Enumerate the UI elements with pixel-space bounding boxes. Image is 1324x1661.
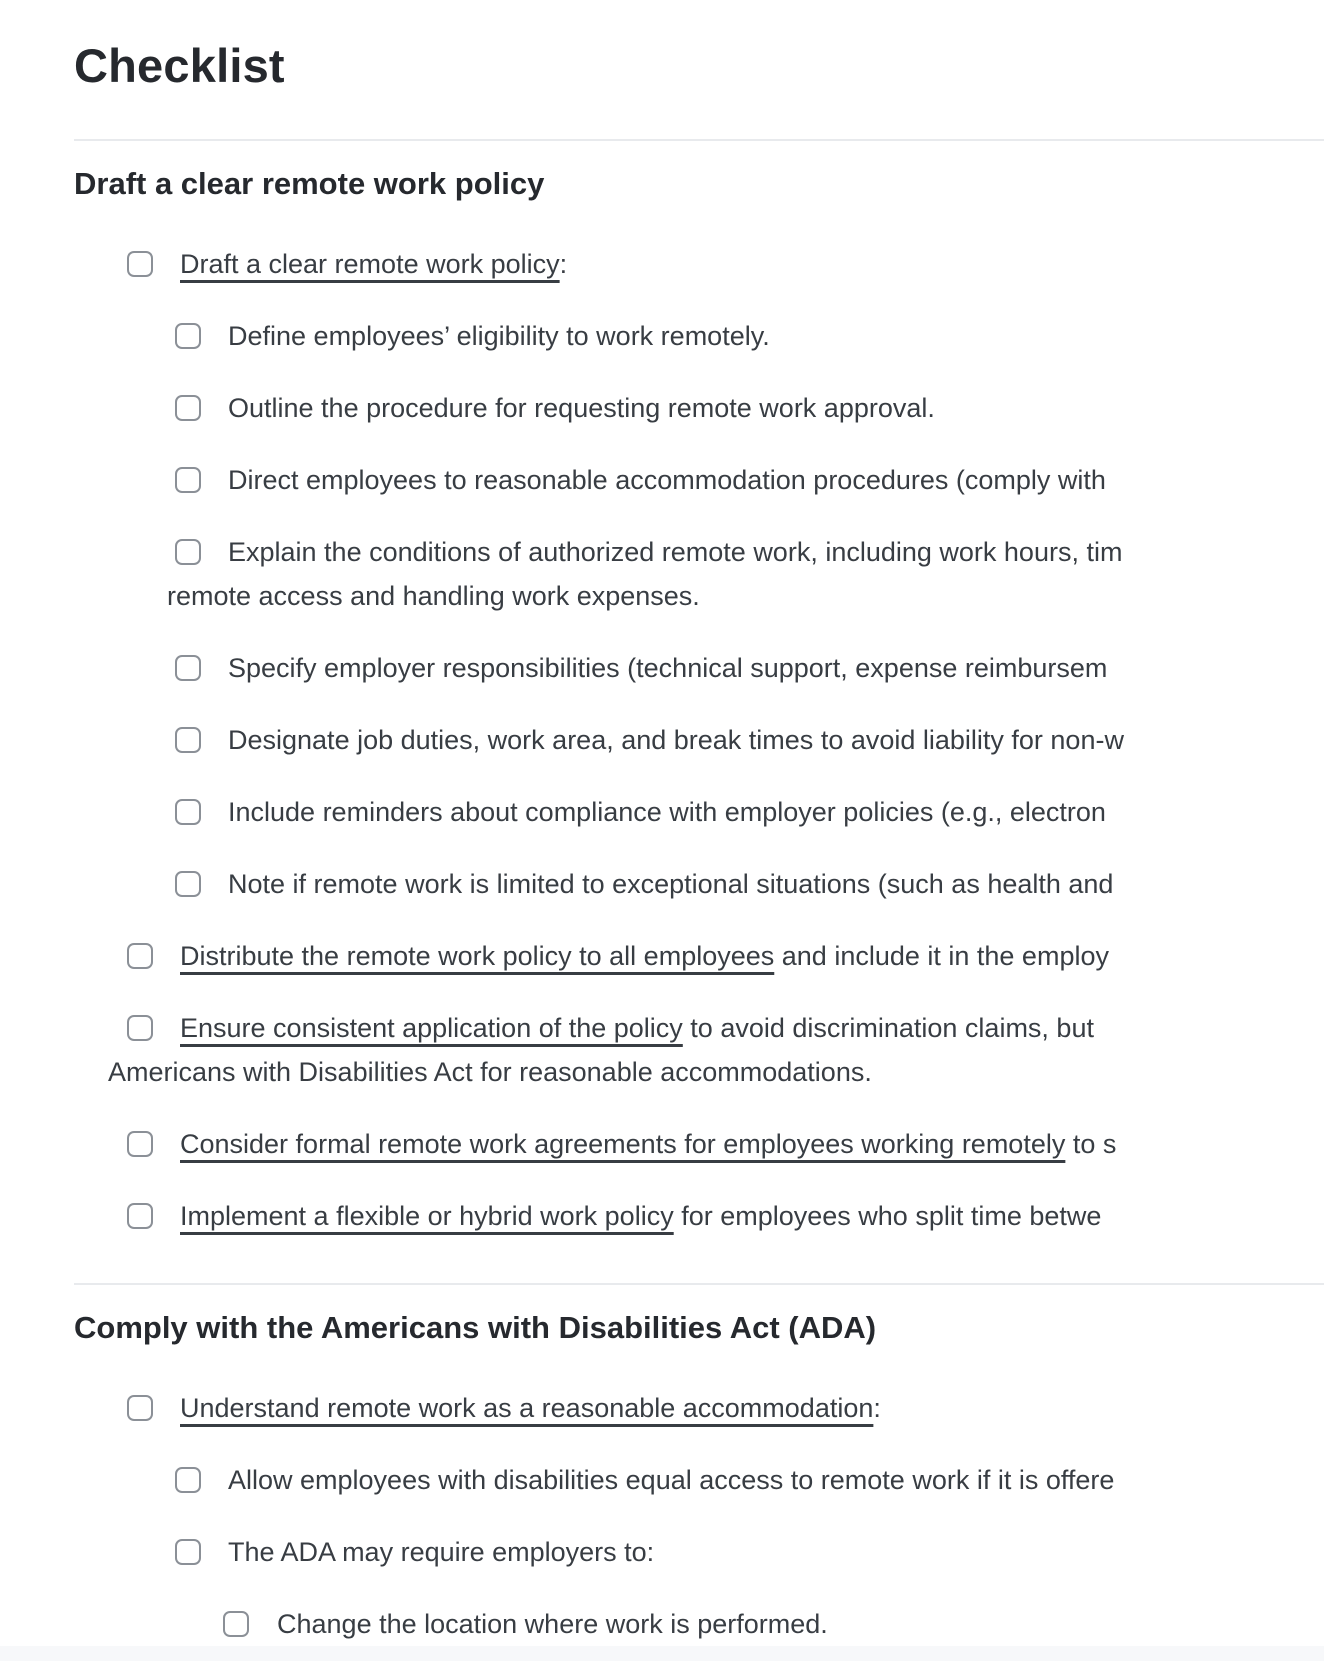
checklist-item (0, 1458, 1324, 1502)
checkbox[interactable] (223, 1611, 249, 1637)
checkbox[interactable] (175, 395, 201, 421)
checklist-content (0, 139, 1324, 1646)
checklist-item (0, 314, 1324, 358)
item-text: Designate job duties, work area, and break times to avoid liability for non-w (228, 725, 1124, 755)
item-line (0, 1602, 1324, 1646)
item-line (0, 790, 1324, 834)
item-text: for employees who split time betwe (673, 1201, 1102, 1231)
checkbox[interactable] (127, 251, 153, 277)
checklist-item (0, 1194, 1324, 1238)
item-text: Specify employer responsibilities (technical support, expense reimbursem (228, 653, 1108, 683)
checkbox[interactable] (127, 943, 153, 969)
checklist-item (0, 386, 1324, 430)
item-line (0, 242, 1324, 286)
checkbox[interactable] (127, 1203, 153, 1229)
item-line (0, 1122, 1324, 1166)
item-text: to avoid discrimination claims, but (682, 1013, 1094, 1043)
item-line (0, 1530, 1324, 1574)
item-text: Direct employees to reasonable accommodation procedures (comply with (228, 465, 1106, 495)
item-text: : (873, 1393, 881, 1423)
checklist-link[interactable]: Draft a clear remote work policy (180, 249, 560, 279)
checklist-item (0, 530, 1324, 618)
checkbox[interactable] (175, 323, 201, 349)
item-text-continuation: remote access and handling work expenses. (167, 581, 700, 611)
checkbox[interactable] (175, 1467, 201, 1493)
item-text-continuation: Americans with Disabilities Act for reasonable accommodations. (108, 1057, 872, 1087)
item-line (0, 458, 1324, 502)
item-line (0, 314, 1324, 358)
item-text: : (559, 249, 568, 279)
checklist-item (0, 718, 1324, 762)
item-line (0, 1006, 1324, 1050)
item-text: Define employees’ eligibility to work remotely. (228, 321, 770, 351)
item-text: Note if remote work is limited to exceptional situations (such as health and (228, 869, 1114, 899)
checkbox[interactable] (175, 1539, 201, 1565)
item-text: Outline the procedure for requesting remote work approval. (228, 393, 935, 423)
item-line (0, 862, 1324, 906)
checkbox[interactable] (175, 727, 201, 753)
item-line (0, 1458, 1324, 1502)
section-heading: Comply with the Americans with Disabilities Act (ADA) (74, 1310, 877, 1345)
item-line (0, 530, 1324, 574)
checklist-link[interactable]: Understand remote work as a reasonable accommodation (180, 1393, 874, 1423)
item-text: Allow employees with disabilities equal access to remote work if it is offere (228, 1465, 1115, 1495)
item-line (0, 934, 1324, 978)
page-bottom-band (0, 1646, 1324, 1661)
checklist-link[interactable]: Implement a flexible or hybrid work policy (180, 1201, 674, 1231)
checkbox[interactable] (175, 655, 201, 681)
checkbox[interactable] (127, 1015, 153, 1041)
checklist-item (0, 934, 1324, 978)
checklist-link[interactable]: Ensure consistent application of the policy (180, 1013, 683, 1043)
checklist-item (0, 458, 1324, 502)
item-text: Explain the conditions of authorized remote work, including work hours, tim (228, 537, 1123, 567)
checklist-item (0, 242, 1324, 286)
checkbox[interactable] (175, 799, 201, 825)
item-text: The ADA may require employers to: (228, 1537, 655, 1567)
checklist-item (0, 646, 1324, 690)
page-title: Checklist (74, 39, 285, 92)
checklist-link[interactable]: Distribute the remote work policy to all employees (180, 941, 775, 971)
item-text: to s (1065, 1129, 1117, 1159)
checkbox[interactable] (175, 539, 201, 565)
checklist-item (0, 1122, 1324, 1166)
section-heading: Draft a clear remote work policy (74, 166, 545, 201)
checkbox[interactable] (127, 1395, 153, 1421)
checklist-item (0, 1006, 1324, 1094)
checkbox[interactable] (175, 467, 201, 493)
item-text: and include it in the employ (774, 941, 1109, 971)
item-text: Include reminders about compliance with employer policies (e.g., electron (228, 797, 1106, 827)
checklist-item (0, 790, 1324, 834)
item-line (0, 386, 1324, 430)
section-divider (74, 139, 1324, 141)
item-line (0, 1386, 1324, 1430)
item-text: Change the location where work is performed. (277, 1609, 828, 1639)
item-line (0, 718, 1324, 762)
item-line (0, 1194, 1324, 1238)
checklist-item (0, 862, 1324, 906)
checklist-item (0, 1530, 1324, 1574)
section-divider (74, 1283, 1324, 1285)
checklist-link[interactable]: Consider formal remote work agreements for employees working remotely (180, 1129, 1066, 1159)
checkbox[interactable] (175, 871, 201, 897)
checklist-item (0, 1602, 1324, 1646)
item-line (0, 646, 1324, 690)
checkbox[interactable] (127, 1131, 153, 1157)
checklist-item (0, 1386, 1324, 1430)
